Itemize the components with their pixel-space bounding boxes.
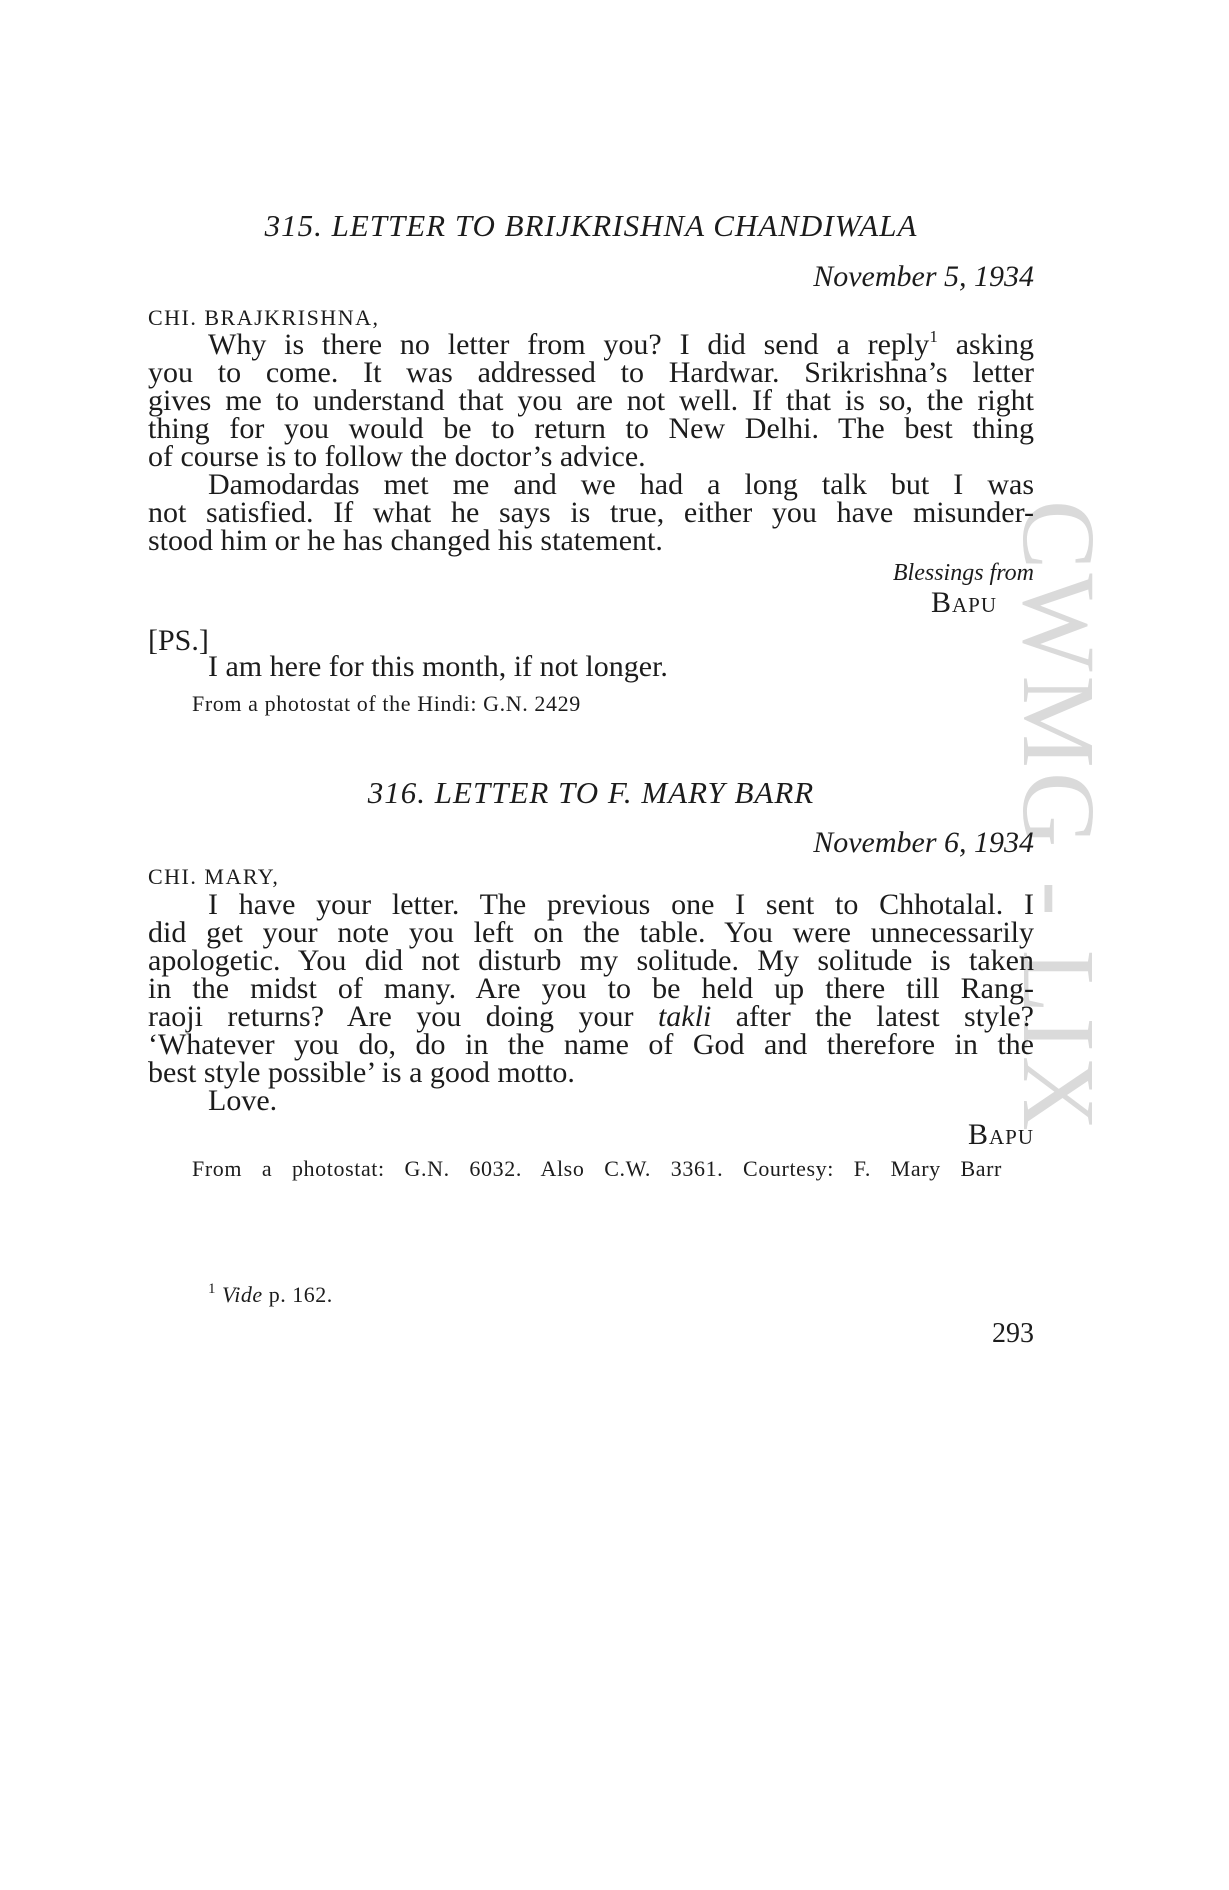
letter-315-source: From a photostat of the Hindi: G.N. 2429 xyxy=(192,691,581,716)
letter-315-line-7: not satisfied. If what he says is true, either you have misunder- xyxy=(148,496,1034,529)
letter-315-ps-text: I am here for this month, if not longer. xyxy=(208,650,668,683)
letter-315-line-2: you to come. It was addressed to Hardwar. Srikrishna’s letter xyxy=(148,356,1034,389)
letter-316-source: From a photostat: G.N. 6032. Also C.W. 3361. Courtesy: F. Mary Barr xyxy=(192,1156,1002,1181)
letter-315-ps-label: [PS.] xyxy=(148,624,209,657)
letter-315-line-4: thing for you would be to return to New Delhi. The best thing xyxy=(148,412,1034,445)
watermark: CWMG - LIX xyxy=(1001,500,1116,1136)
letter-316-line-1: I have your letter. The previous one I sent to Chhotalal. I xyxy=(208,888,1034,921)
letter-316-date: November 6, 1934 xyxy=(813,826,1034,859)
letter-315-salutation: CHI. BRAJKRISHNA, xyxy=(148,305,380,330)
letter-316-salutation: CHI. MARY, xyxy=(148,864,280,889)
letter-316-line-7: best style possible’ is a good motto. xyxy=(148,1056,575,1089)
footnote xyxy=(208,1282,333,1308)
letter-315-line-1: Why is there no letter from you? I did send a reply$^1$ asking xyxy=(208,327,1035,361)
letter-316-line-3: apologetic. You did not disturb my solitude. My solitude is taken xyxy=(148,944,1034,977)
letter-315-heading: 315. LETTER TO BRIJKRISHNA CHANDIWALA xyxy=(264,208,918,243)
letter-315-line-3: gives me to understand that you are not well. If that is so, the right xyxy=(148,384,1034,417)
letter-316-line-2: did get your note you left on the table. You were unnecessarily xyxy=(148,916,1034,949)
letter-315-line-6: Damodardas met me and we had a long talk but I was xyxy=(208,468,1034,501)
letter-316-line-5: raoji returns? Are you doing your takli after the latest style? xyxy=(148,1000,1034,1033)
footnote-reference: 1 xyxy=(929,327,938,346)
page-number: 293 xyxy=(992,1318,1034,1349)
letter-316-line-6: ‘Whatever you do, do in the name of God and therefore in the xyxy=(148,1028,1034,1061)
takli-word: takli xyxy=(657,1000,712,1033)
letter-316-line-4: in the midst of many. Are you to be held up there till Rang- xyxy=(148,972,1034,1005)
letter-315-blessings: Blessings from xyxy=(892,560,1034,586)
letter-315-signature: Bapu xyxy=(930,586,997,619)
letter-316-signature: Bapu xyxy=(967,1118,1034,1151)
footnote-vide: Vide xyxy=(222,1282,263,1307)
letter-315-line-5: of course is to follow the doctor’s advice. xyxy=(148,440,646,473)
footnote-text: p. 162. xyxy=(268,1282,333,1307)
letter-316-heading: 316. LETTER TO F. MARY BARR xyxy=(367,775,815,810)
letter-315-line-8: stood him or he has changed his statement. xyxy=(148,524,663,557)
letter-316-line-8: Love. xyxy=(208,1084,278,1117)
letter-315-date: November 5, 1934 xyxy=(813,260,1034,293)
footnote-marker: 1 xyxy=(208,1281,216,1297)
